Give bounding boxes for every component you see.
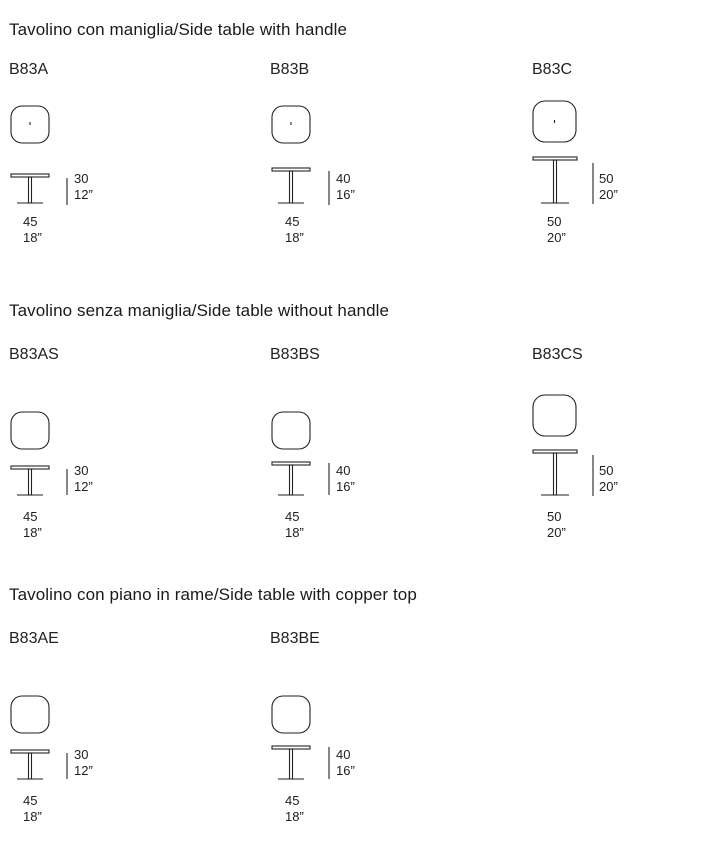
table-top-view bbox=[11, 696, 49, 733]
table-top-view bbox=[11, 412, 49, 449]
product-code: B83AE bbox=[9, 630, 59, 647]
height-dimension-line bbox=[326, 168, 332, 208]
product-code: B83AS bbox=[9, 346, 59, 363]
table-top-view bbox=[533, 395, 576, 436]
height-dimension-line bbox=[64, 750, 70, 782]
height-dimension-line bbox=[590, 452, 596, 500]
table-stem bbox=[29, 469, 32, 495]
height-dimension: 50 20” bbox=[599, 171, 618, 202]
product-code: B83BE bbox=[270, 630, 320, 647]
width-dimension: 45 18” bbox=[285, 793, 304, 824]
section-title-without-handle: Tavolino senza maniglia/Side table without handle bbox=[9, 301, 390, 320]
table-drawing-medium bbox=[269, 406, 319, 498]
table-drawing-small-handle bbox=[8, 100, 58, 208]
height-dimension-line bbox=[64, 174, 70, 208]
width-dimension: 50 20” bbox=[547, 509, 566, 540]
table-stem bbox=[290, 749, 293, 779]
table-drawing-large bbox=[530, 390, 582, 500]
product-code: B83A bbox=[9, 61, 49, 78]
height-dimension: 40 16” bbox=[336, 463, 355, 494]
height-dimension-line bbox=[326, 744, 332, 782]
table-stem bbox=[29, 753, 32, 779]
product-code: B83C bbox=[532, 61, 573, 78]
table-top-view bbox=[272, 412, 310, 449]
section-title-copper-top: Tavolino con piano in rame/Side table with copper top bbox=[9, 585, 417, 604]
table-stem bbox=[554, 453, 557, 495]
table-drawing-large-handle bbox=[530, 96, 582, 208]
product-code: B83B bbox=[270, 61, 310, 78]
width-dimension: 45 18” bbox=[285, 214, 304, 245]
height-dimension: 40 16” bbox=[336, 171, 355, 202]
height-dimension: 30 12” bbox=[74, 747, 93, 778]
table-drawing-small-copper bbox=[8, 690, 58, 782]
table-top-view bbox=[272, 696, 310, 733]
table-drawing-medium-handle bbox=[269, 100, 319, 208]
width-dimension: 45 18” bbox=[285, 509, 304, 540]
table-stem bbox=[554, 160, 557, 203]
section-title-with-handle: Tavolino con maniglia/Side table with handle bbox=[9, 20, 347, 39]
height-dimension-line bbox=[326, 460, 332, 498]
table-drawing-medium-copper bbox=[269, 690, 319, 782]
product-code: B83BS bbox=[270, 346, 320, 363]
product-code: B83CS bbox=[532, 346, 583, 363]
table-stem bbox=[290, 465, 293, 495]
table-drawing-small bbox=[8, 406, 58, 498]
height-dimension: 30 12” bbox=[74, 463, 93, 494]
height-dimension-line bbox=[64, 466, 70, 498]
height-dimension: 30 12” bbox=[74, 171, 93, 202]
table-stem bbox=[290, 171, 293, 203]
width-dimension: 50 20” bbox=[547, 214, 566, 245]
height-dimension-line bbox=[590, 160, 596, 208]
width-dimension: 45 18” bbox=[23, 793, 42, 824]
height-dimension: 40 16” bbox=[336, 747, 355, 778]
table-stem bbox=[29, 177, 32, 203]
height-dimension: 50 20” bbox=[599, 463, 618, 494]
width-dimension: 45 18” bbox=[23, 214, 42, 245]
width-dimension: 45 18” bbox=[23, 509, 42, 540]
